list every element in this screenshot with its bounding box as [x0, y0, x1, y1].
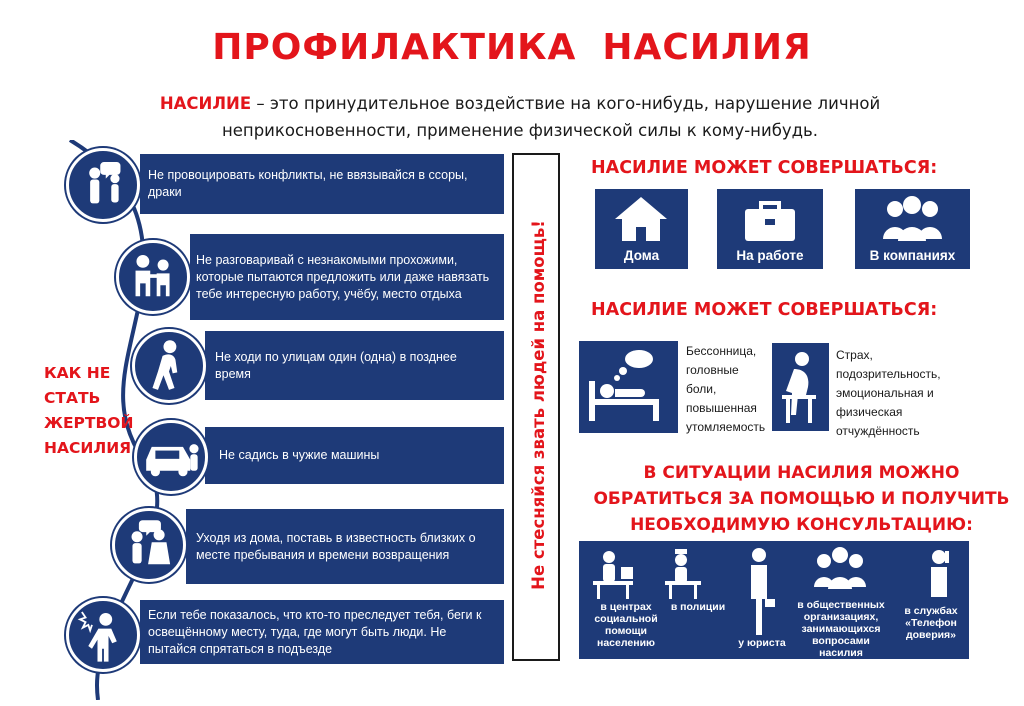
- howto-line-2: СТАТЬ: [44, 389, 101, 407]
- help-place-1-line-2: социальной: [594, 613, 658, 625]
- sad-line-5: отчуждённость: [836, 424, 920, 438]
- title-word-2: НАСИЛИЯ: [602, 27, 812, 68]
- help-heading-line-1: В СИТУАЦИИ НАСИЛИЯ МОЖНО: [643, 463, 960, 483]
- tip-bar-3: [205, 331, 504, 400]
- effects-heading: НАСИЛИЕ МОЖЕТ СОВЕРШАТЬСЯ:: [591, 300, 938, 320]
- group-icon: [855, 189, 970, 249]
- car-icon: [134, 420, 208, 494]
- definition-term: НАСИЛИЕ: [159, 94, 252, 113]
- sad-person-tile: [772, 343, 829, 431]
- help-place-4-line-5: насилия: [819, 647, 863, 659]
- tip-bar-4: [205, 427, 504, 484]
- insomnia-tile: [579, 341, 678, 433]
- tip-bar-6: [140, 600, 504, 664]
- insomnia-icon: [579, 341, 678, 433]
- help-places-panel: [579, 541, 969, 659]
- phone-hotline-icon: [931, 550, 949, 597]
- tip-text-6: Если тебе показалось, что кто-то преследует тебя, беги к освещённому месту, туда, где могут быть люди. Не пытайся спрятаться в подъезде: [148, 607, 482, 656]
- lawyer-icon: [751, 548, 775, 635]
- social-center-icon: [593, 551, 633, 599]
- help-heading-line-2: ОБРАТИТЬСЯ ЗА ПОМОЩЬЮ И ПОЛУЧИТЬ: [593, 489, 1010, 509]
- insomnia-text: [686, 342, 765, 437]
- help-place-5-line-1: в службах: [904, 605, 958, 617]
- help-place-2-line-1: в полиции: [670, 601, 726, 613]
- help-call-text: Не стесняйся звать людей на помощь!: [528, 220, 548, 590]
- tip-text-3: Не ходи по улицам один (одна) в позднее время: [215, 349, 457, 381]
- tip-bar-1: [140, 154, 504, 214]
- title-word-1: ПРОФИЛАКТИКА: [212, 27, 577, 68]
- tile-work: [717, 189, 823, 269]
- tile-work-label: На работе: [736, 248, 804, 263]
- help-place-5: [895, 605, 967, 641]
- help-place-2: [663, 601, 733, 613]
- sad-line-2: подозрительность,: [836, 367, 941, 381]
- definition-line-1-rest: – это принудительное воздействие на кого-нибудь, нарушение личной: [251, 94, 881, 113]
- where-heading: НАСИЛИЕ МОЖЕТ СОВЕРШАТЬСЯ:: [591, 158, 938, 178]
- howto-line-1: КАК НЕ: [44, 364, 111, 382]
- tip-bar-5: [186, 509, 504, 584]
- page-title: [0, 27, 1024, 68]
- stranger-approach-icon: [116, 240, 190, 314]
- help-call-banner: [512, 153, 560, 661]
- how-not-to-become-victim: [44, 361, 144, 461]
- sad-line-1: Страх,: [836, 348, 873, 362]
- tip-text-4: Не садись в чужие машины: [219, 448, 380, 462]
- insomnia-line-3: боли,: [686, 382, 717, 396]
- definition-line-1: [120, 90, 920, 117]
- help-place-4: [793, 599, 889, 659]
- tip-text-1: Не провоцировать конфликты, не ввязывайся в ссоры, драки: [148, 168, 468, 199]
- tip-text-2: Не разговаривай с незнакомыми прохожими, которые пытаются предложить или даже навязать тебе интересную работу, учёбу, место отдыха: [196, 252, 490, 301]
- tile-company-label: В компаниях: [869, 248, 956, 263]
- help-place-5-line-2: «Телефон: [905, 617, 957, 629]
- sad-line-4: физическая: [836, 405, 903, 419]
- arguing-people-icon: [66, 148, 140, 222]
- help-place-5-line-3: доверия»: [905, 629, 957, 641]
- definition: [120, 90, 920, 144]
- telling-parent-icon: [112, 508, 186, 582]
- help-heading: [579, 460, 1024, 538]
- tile-home: [595, 189, 688, 269]
- help-place-1: [585, 601, 667, 649]
- organizations-icon: [814, 547, 866, 589]
- police-icon: [665, 549, 701, 599]
- house-icon: [595, 189, 688, 249]
- tile-company: [855, 189, 970, 269]
- being-followed-icon: [66, 598, 140, 672]
- help-place-4-line-2: организациях,: [803, 611, 879, 623]
- sad-line-3: эмоциональная и: [836, 386, 934, 400]
- insomnia-line-4: повышенная: [686, 401, 757, 415]
- help-place-4-line-4: вопросами: [812, 635, 870, 647]
- sad-person-icon: [772, 343, 829, 431]
- howto-line-3: ЖЕРТВОЙ: [44, 414, 134, 432]
- howto-line-4: НАСИЛИЯ: [44, 439, 132, 457]
- tip-bar-2: [190, 234, 504, 320]
- help-place-1-line-4: населению: [597, 637, 655, 649]
- help-heading-line-3: НЕОБХОДИМУЮ КОНСУЛЬТАЦИЮ:: [630, 515, 973, 535]
- help-place-4-line-1: в общественных: [797, 599, 885, 611]
- help-place-4-line-3: занимающихся: [801, 623, 881, 635]
- definition-line-2: неприкосновенности, применение физической силы к кому-нибудь.: [221, 121, 819, 140]
- insomnia-line-1: Бессонница,: [686, 344, 757, 358]
- tip-text-5: Уходя из дома, поставь в известность близких о месте пребывания и времени возвращения: [196, 530, 476, 562]
- help-place-3: [729, 637, 795, 649]
- insomnia-line-5: утомляемость: [686, 420, 766, 434]
- help-place-1-line-3: помощи: [605, 625, 647, 637]
- tile-home-label: Дома: [623, 248, 660, 263]
- help-place-1-line-1: в центрах: [600, 601, 652, 613]
- sad-person-text: [836, 346, 941, 441]
- help-place-3-line-1: у юриста: [738, 637, 786, 649]
- briefcase-icon: [717, 189, 823, 249]
- insomnia-line-2: головные: [686, 363, 739, 377]
